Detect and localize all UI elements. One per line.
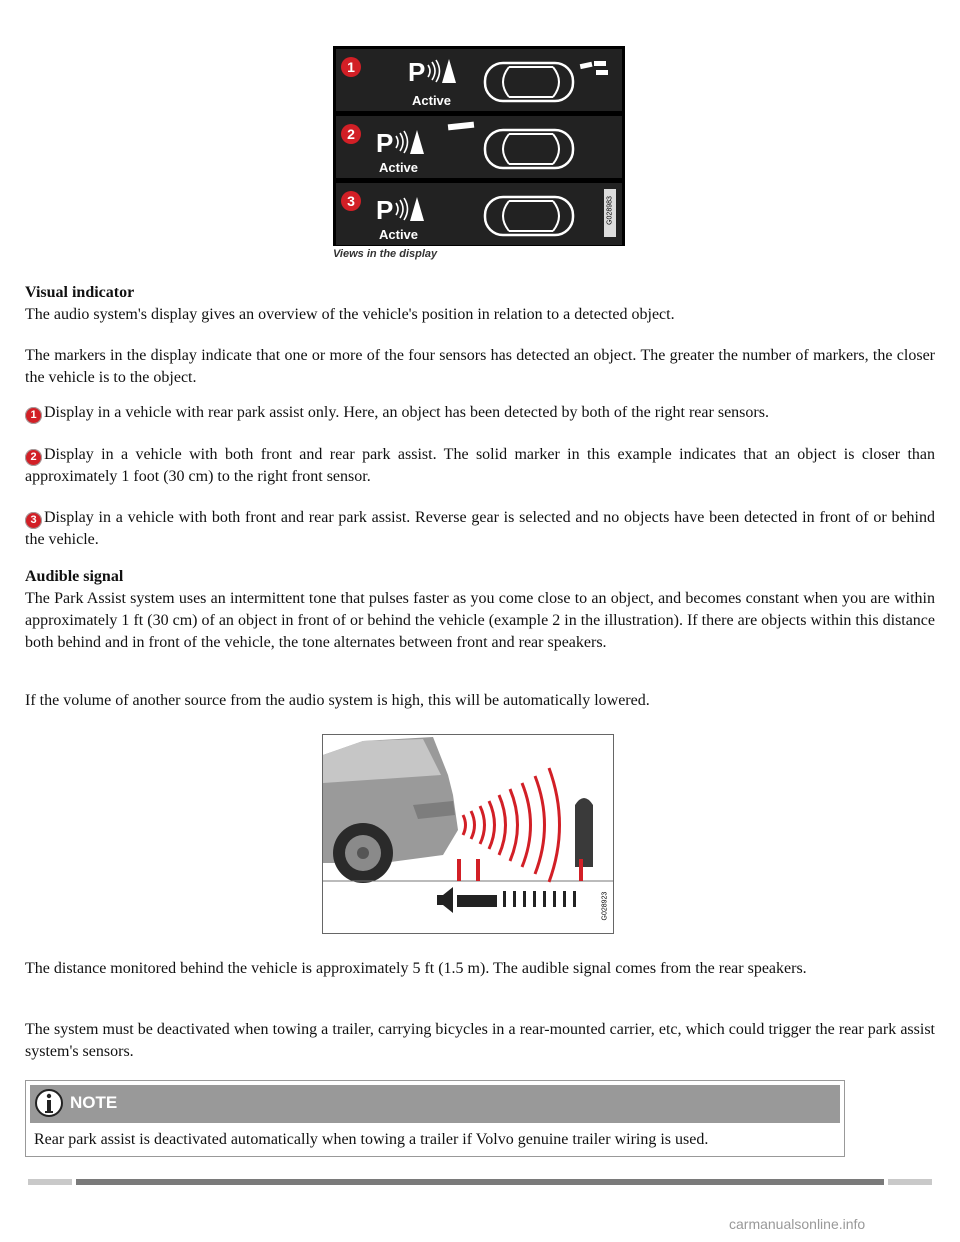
number-bullet-icon: 3 bbox=[25, 512, 42, 529]
number-bullet-icon: 1 bbox=[25, 407, 42, 424]
paragraph: The audio system's display gives an overview of the vehicle's position in relation to a detected object. bbox=[25, 306, 675, 323]
car-outline-icon bbox=[481, 126, 581, 172]
list-item: 2 Display in a vehicle with both front and rear park assist. The solid marker in this example indicates that an object is closer than approximately 1 foot (30 cm) to the right front sensor. bbox=[25, 446, 935, 485]
display-views-figure bbox=[333, 46, 625, 246]
section-heading-visual-indicator: Visual indicator bbox=[25, 284, 135, 301]
svg-text:P: P bbox=[376, 195, 394, 223]
note-header bbox=[30, 1085, 840, 1123]
watermark: carmanualsonline.info bbox=[729, 1216, 866, 1232]
figure-code-tag: G028983 bbox=[604, 189, 616, 237]
car-rear-sensor-drawing bbox=[323, 735, 613, 933]
park-assist-icon bbox=[376, 195, 436, 223]
paragraph: If the volume of another source from the audio system is high, this will be automatically lowered. bbox=[25, 692, 650, 709]
note-box bbox=[25, 1080, 845, 1157]
car-outline-icon bbox=[481, 59, 581, 105]
paragraph: The system must be deactivated when towing a trailer, carrying bicycles in a rear-mounted carrier, etc, which could trigger the rear park assist system's sensors. bbox=[25, 1021, 935, 1060]
rear-sensor-markers bbox=[578, 59, 618, 89]
paragraph: The markers in the display indicate that one or more of the four sensors has detected an object. The greater the number of markers, the closer the vehicle is to the object. bbox=[25, 347, 935, 386]
active-label: Active bbox=[379, 227, 419, 242]
panel-number-badge: 3 bbox=[341, 191, 361, 211]
paragraph: The distance monitored behind the vehicle is approximately 5 ft (1.5 m). The audible signal comes from the rear speakers. bbox=[25, 960, 807, 977]
footer-divider-right bbox=[888, 1179, 932, 1185]
list-item: 3 Display in a vehicle with both front and rear park assist. Reverse gear is selected and no objects have been detected in front of or behind the vehicle. bbox=[25, 509, 935, 548]
number-bullet-icon: 2 bbox=[25, 449, 42, 466]
active-label: Active bbox=[379, 160, 419, 175]
panel-number-badge: 2 bbox=[341, 124, 361, 144]
section-heading-audible-signal: Audible signal bbox=[25, 568, 124, 585]
front-sensor-marker bbox=[446, 120, 478, 132]
info-icon bbox=[34, 1088, 64, 1118]
display-panel-2 bbox=[336, 116, 622, 178]
figure-caption: Views in the display bbox=[333, 248, 438, 260]
svg-text:P: P bbox=[376, 128, 394, 156]
footer-divider-left bbox=[28, 1179, 72, 1185]
park-assist-icon bbox=[376, 128, 436, 156]
display-panel-1 bbox=[336, 49, 622, 111]
list-item: 1 Display in a vehicle with rear park assist only. Here, an object has been detected by both of the right rear sensors. bbox=[25, 402, 935, 424]
park-assist-icon bbox=[408, 57, 468, 85]
footer-divider-main bbox=[76, 1179, 884, 1185]
panel-number-badge: 1 bbox=[341, 57, 361, 77]
car-outline-icon bbox=[481, 193, 581, 239]
note-text: Rear park assist is deactivated automatically when towing a trailer if Volvo genuine trailer wiring is used. bbox=[34, 1131, 709, 1148]
display-panel-3 bbox=[336, 183, 622, 245]
rear-park-assist-illustration bbox=[322, 734, 614, 934]
figure-code-tag: G028923 bbox=[601, 891, 609, 921]
paragraph: The Park Assist system uses an intermittent tone that pulses faster as you come close to an object, and becomes constant when you are within approximately 1 ft (30 cm) of an object in front of or behind the vehicle (example 2 in the illustration). If there are objects within this distance both behind and in front of the vehicle, the tone alternates between front and rear speakers. bbox=[25, 590, 935, 651]
active-label: Active bbox=[412, 93, 452, 108]
svg-text:P: P bbox=[408, 57, 426, 85]
note-title: NOTE bbox=[70, 1093, 118, 1112]
